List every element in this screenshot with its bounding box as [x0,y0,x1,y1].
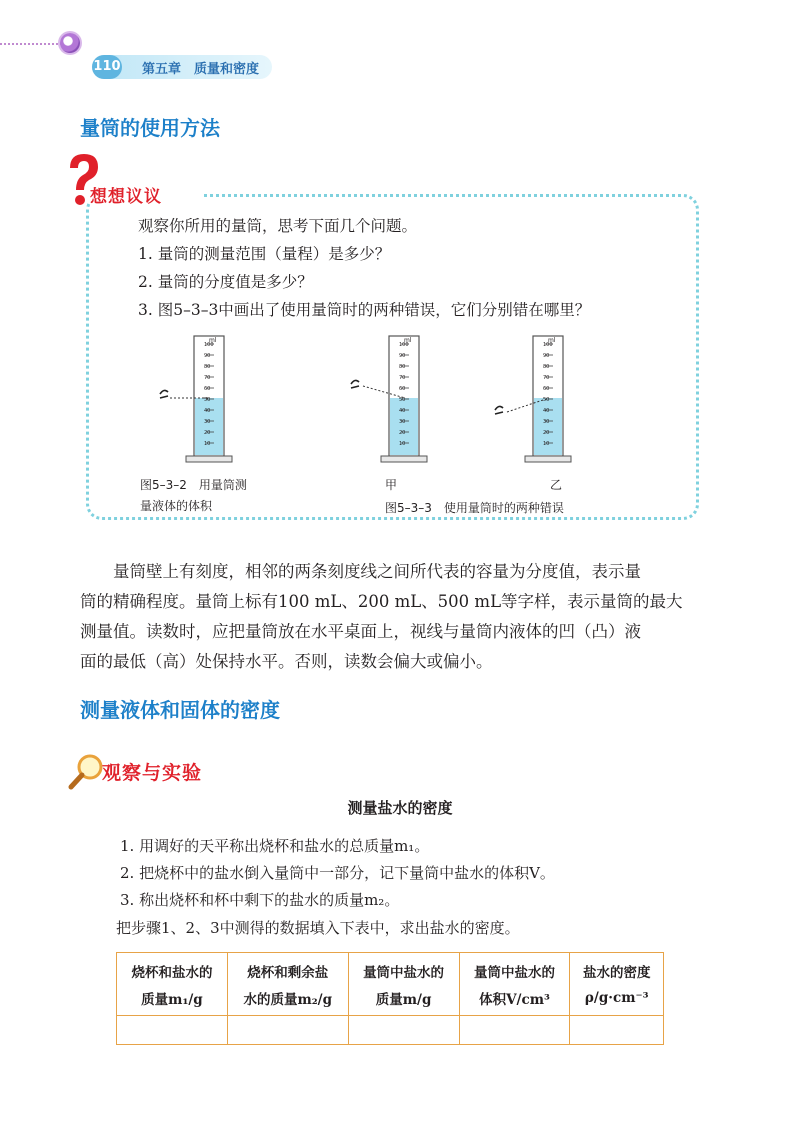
table-header-cell: 量筒中盐水的 [348,953,459,985]
table-header-row [117,984,664,1016]
step-instruction: 把步骤1、2、3中测得的数据填入下表中，求出盐水的密度。 [116,919,520,937]
table-cell-empty[interactable] [570,1016,664,1045]
eye-icon [495,406,503,414]
figure-caption-2: 图5–3–3 使用量筒时的两种错误 [385,501,564,515]
paragraph-line-4: 面的最低（高）处保持水平。否则，读数会偏大或偏小。 [80,652,493,671]
figure-caption-1a: 图5–3–2 用量筒测 [140,478,247,492]
table-cell-empty[interactable] [227,1016,348,1045]
table-header-cell: 烧杯和盐水的 [117,953,228,985]
table-header-row [117,953,664,985]
table-cell-empty[interactable] [117,1016,228,1045]
cylinder-ticks-left: 100 90 80 70 60 50 40 30 20 10 [204,342,214,447]
experiment-title: 测量盐水的密度 [347,799,453,817]
cylinder-unit-label: ml [209,337,217,344]
table-header-cell: ρ/g·cm⁻³ [570,984,664,1016]
table-header-cell: 质量m/g [348,984,459,1016]
eye-icon [351,380,359,388]
step-2: 2. 把烧杯中的盐水倒入量筒中一部分，记下量筒中盐水的体积V。 [120,864,555,882]
table-header-cell: 体积V/cm³ [459,984,570,1016]
step-1: 1. 用调好的天平称出烧杯和盐水的总质量m₁。 [120,837,430,855]
magnifier-icon [66,752,106,792]
think-label: 想想议议 [90,187,162,207]
page-number: 110 [92,55,122,79]
header-circle-icon [60,33,80,53]
paragraph-line-1: 量筒壁上有刻度，相邻的两条刻度线之间所代表的容量为分度值，表示量 [113,562,641,581]
cylinder-ticks-right: 100 90 80 70 60 50 40 30 20 10 [543,342,553,447]
think-intro: 观察你所用的量筒，思考下面几个问题。 [138,217,418,235]
header-dotted-line [0,43,66,45]
table-header-cell: 质量m₁/g [117,984,228,1016]
table-header-cell: 量筒中盐水的 [459,953,570,985]
question-1: 1. 量筒的测量范围（量程）是多少？ [138,245,391,263]
figure-caption-1b: 量液体的体积 [140,499,213,513]
paragraph-line-3: 测量值。读数时，应把量筒放在水平桌面上，视线与量筒内液体的凹（凸）液 [80,622,641,641]
table-cell-empty[interactable] [459,1016,570,1045]
table-header-cell: 烧杯和剩余盐 [227,953,348,985]
paragraph-line-2: 筒的精确程度。量筒上标有100 mL、200 mL、500 mL等字样，表示量筒的最大 [80,592,683,611]
observe-label: 观察与实验 [102,762,203,784]
chapter-title: 第五章 质量和密度 [142,62,260,77]
table-cell-empty[interactable] [348,1016,459,1045]
eye-icon [160,390,168,398]
section-title-density: 测量液体和固体的密度 [80,698,280,722]
section-title-cylinder: 量筒的使用方法 [80,116,220,140]
data-table [116,952,664,1045]
cylinder-ticks-middle: 100 90 80 70 60 50 40 30 20 10 [399,342,409,447]
cylinder-unit-label: ml [404,337,412,344]
cylinder-unit-label: ml [548,337,556,344]
table-row [117,1016,664,1045]
figure-label-jia: 甲 [385,478,398,492]
table-header-cell: 水的质量m₂/g [227,984,348,1016]
question-2: 2. 量筒的分度值是多少？ [138,273,313,291]
step-3: 3. 称出烧杯和杯中剩下的盐水的质量m₂。 [120,891,400,909]
table-header-cell: 盐水的密度 [570,953,664,985]
figure-label-yi: 乙 [550,478,563,492]
question-3: 3. 图5–3–3中画出了使用量筒时的两种错误，它们分别错在哪里？ [138,301,591,319]
